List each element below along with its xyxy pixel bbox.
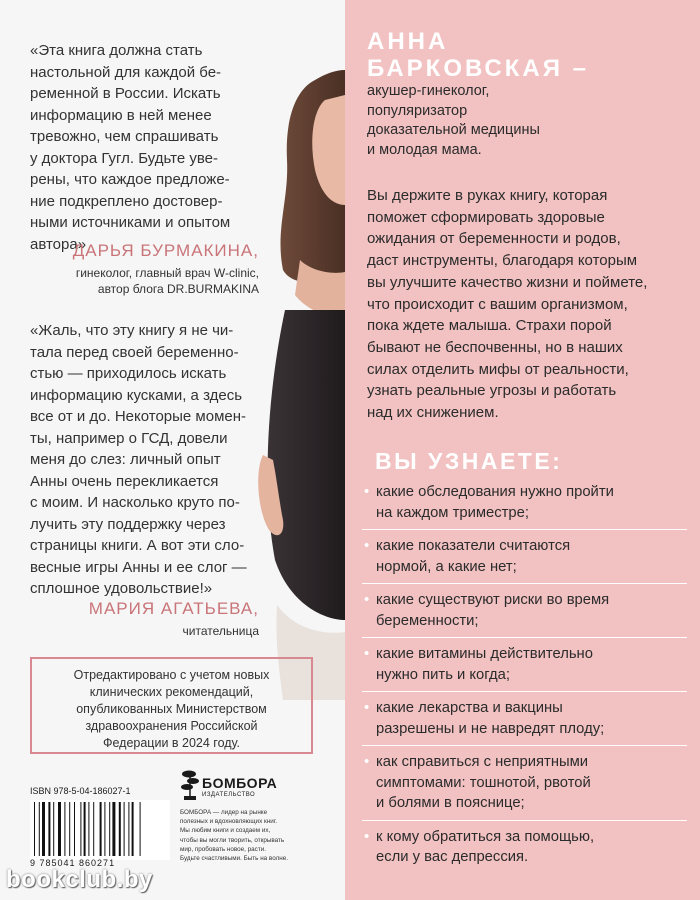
annotation-line: поможет сформировать здоровые <box>367 208 605 226</box>
list-item <box>362 752 687 821</box>
annotation-line: что происходит с вашим организмом, <box>367 295 628 313</box>
barcode-bar <box>140 802 141 856</box>
annotation-line: силах отделить мифы от реальности, <box>367 360 629 378</box>
edition-note-line: опубликованных Министерством <box>76 702 267 716</box>
review-author-2 <box>89 598 259 639</box>
barcode-bar <box>119 802 121 856</box>
annotation-line: ожидания от беременности и родов, <box>367 230 621 248</box>
learn-list <box>362 482 687 880</box>
blurb-line: БОМБОРА — лидер на рынке <box>180 809 268 816</box>
annotation-line: бывают не беспочвенны, но в наших <box>367 338 623 356</box>
edition-note-box <box>30 657 313 754</box>
quote-line: настольной для каждой бе- <box>30 63 222 81</box>
edition-note-line: Федерации в 2024 году. <box>102 736 241 750</box>
isbn-text: ISBN 978-5-04-186027-1 <box>30 786 131 796</box>
author-description-line: акушер-гинеколог, <box>367 83 490 99</box>
barcode-bar <box>124 802 125 856</box>
quote-line: ты, например о ГСД, довели <box>30 429 228 447</box>
quote-line: лучить эту поддержку через <box>30 515 226 533</box>
list-item-line: симптомами: тошнотой, рвотой <box>376 774 591 791</box>
edition-note-line: здравоохранения Российской <box>85 719 258 733</box>
author-name: ДАРЬЯ БУРМАКИНА, <box>72 241 259 260</box>
publisher-name: БОМБОРА <box>202 775 278 791</box>
blurb-line: мир, пробовать новое, расти. <box>180 845 266 853</box>
list-item-line: беременности; <box>376 612 479 629</box>
quote-line: информацию в ней менее <box>30 106 212 124</box>
annotation-line: Вы держите в руках книгу, которая <box>367 187 608 204</box>
list-item <box>362 536 687 584</box>
barcode-digits: 9 785041 860271 <box>30 858 116 868</box>
list-item-line: • какие показатели считаются <box>376 538 571 554</box>
review-quote-1 <box>30 40 262 255</box>
annotation-line: даст инструменты, благодаря которым <box>367 252 638 270</box>
quote-line: у доктора Гугл. Будьте уве- <box>30 149 218 167</box>
name-dash: – <box>572 55 590 82</box>
author-name: МАРИЯ АГАТЬЕВА, <box>88 599 259 618</box>
quote-line: Анны очень перекликается <box>30 472 219 490</box>
barcode <box>30 800 170 860</box>
barcode-bar <box>48 802 50 856</box>
quote-line: ными источниками и опытом <box>30 214 231 231</box>
barcode-bar <box>128 802 129 856</box>
author-role <box>73 265 259 297</box>
list-item-line: если у вас депрессия. <box>376 849 529 865</box>
author-last-name: БАРКОВСКАЯ <box>367 55 563 82</box>
barcode-bar <box>104 802 105 856</box>
blurb-line: Мы любим книги и создаем их, <box>180 827 271 835</box>
barcode-bar <box>58 802 61 856</box>
list-item-line: • какие витамины действительно <box>376 646 593 662</box>
list-item <box>362 482 687 530</box>
barcode-bar <box>74 802 75 856</box>
site-watermark: bookclub.by <box>6 866 153 893</box>
edition-note-line: клинических рекомендаций, <box>89 685 254 699</box>
barcode-bar <box>80 802 81 856</box>
quote-line: тревожно, чем спрашивать <box>30 128 219 145</box>
quote-line: стью — приходилось искать <box>30 365 227 382</box>
list-item-line: нормой, а какие нет; <box>376 558 517 575</box>
author-photo <box>255 60 345 700</box>
edition-note-line: Отредактировано с учетом новых <box>73 668 270 682</box>
quote-line: все от и до. Некоторые момен- <box>30 408 247 425</box>
author-role <box>89 623 259 639</box>
list-item-line: • какие обследования нужно пройти <box>376 484 614 500</box>
author-role-line: автор блога DR.BURMAKINA <box>97 282 259 296</box>
barcode-bar <box>100 802 102 856</box>
author-description-line: доказательной медицины <box>367 122 540 138</box>
quote-line: ние подкреплено достовер- <box>30 192 223 210</box>
book-annotation <box>367 185 687 424</box>
quote-line: тала перед своей беременно- <box>30 343 239 361</box>
barcode-bar <box>69 802 70 856</box>
barcode-bar <box>84 802 86 856</box>
author-last-name-line <box>367 55 589 82</box>
annotation-line: над их снижением. <box>367 404 499 422</box>
list-item-line: • к кому обратиться за помощью, <box>376 828 595 845</box>
quote-line: рены, что каждое предложе- <box>30 171 230 188</box>
quote-line: ременной в России. Искать <box>30 85 221 102</box>
quote-line: информацию кусками, а здесь <box>30 386 243 404</box>
barcode-bar <box>109 802 110 856</box>
annotation-line: вы улучшите качество жизни и поймете, <box>367 273 648 291</box>
list-item-line: разрешены и не навредят плоду; <box>376 720 605 737</box>
left-panel <box>0 0 345 900</box>
author-description <box>367 82 540 160</box>
barcode-bar <box>34 802 35 856</box>
author-description-line: популяризатор <box>367 102 468 119</box>
quote-line: с моим. И насколько круто по- <box>30 494 240 511</box>
barcode-bar <box>64 802 65 856</box>
list-item-line: нужно пить и когда; <box>376 666 510 683</box>
barcode-bar <box>132 802 134 856</box>
list-item <box>362 644 687 692</box>
list-item-line: • как справиться с неприятными <box>376 754 589 770</box>
list-item-line: • какие существуют риски во время <box>376 592 610 608</box>
barcode-bar <box>42 802 45 856</box>
barcode-bar <box>88 802 89 856</box>
author-description-line: и молодая мама. <box>367 141 482 158</box>
list-item-line: и болями в пояснице; <box>376 795 525 811</box>
blurb-line: полезных и вдохновляющих книг. <box>180 818 278 826</box>
review-author-1 <box>73 240 259 297</box>
quote-line: автора» <box>30 235 87 253</box>
list-item-line: • какие лекарства и вакцины <box>376 700 563 716</box>
right-panel <box>345 0 700 900</box>
review-quote-2 <box>30 320 262 600</box>
author-name-heading <box>367 28 589 82</box>
list-item-line: на каждом триместре; <box>376 504 530 521</box>
learn-heading: ВЫ УЗНАЕТЕ: <box>375 448 563 474</box>
barcode-bar <box>93 802 94 856</box>
quote-line: страницы книги. А вот эти сло- <box>30 537 245 554</box>
annotation-line: узнать реальные угрозы и работать <box>367 382 617 400</box>
blurb-line: чтобы вы могли творить, открывать <box>180 836 285 844</box>
author-role-line: читательница <box>182 624 259 638</box>
quote-line: «Эта книга должна стать <box>30 42 203 59</box>
publisher-blurb <box>180 808 330 863</box>
list-item <box>362 827 687 874</box>
publisher-subtitle: ИЗДАТЕЛЬСТВО <box>202 792 256 798</box>
author-role-line: гинеколог, главный врач W-clinic, <box>75 266 259 280</box>
quote-line: сплошное удовольствие!» <box>30 580 213 597</box>
blurb-line: Будьте счастливыми. Быть на волне. <box>180 855 288 863</box>
annotation-line: пока ждете малыша. Страхи порой <box>367 317 612 335</box>
barcode-bar <box>53 802 54 856</box>
list-item <box>362 698 687 746</box>
bonsai-icon <box>180 768 200 802</box>
barcode-bar <box>39 802 40 856</box>
barcode-bar <box>112 802 115 856</box>
list-item <box>362 590 687 638</box>
quote-line: меня до слез: личный опыт <box>30 451 221 468</box>
quote-line: «Жаль, что эту книгу я не чи- <box>30 322 234 339</box>
author-first-name: АННА <box>367 28 449 55</box>
quote-line: весные игры Анны и ее слог — <box>30 558 247 576</box>
